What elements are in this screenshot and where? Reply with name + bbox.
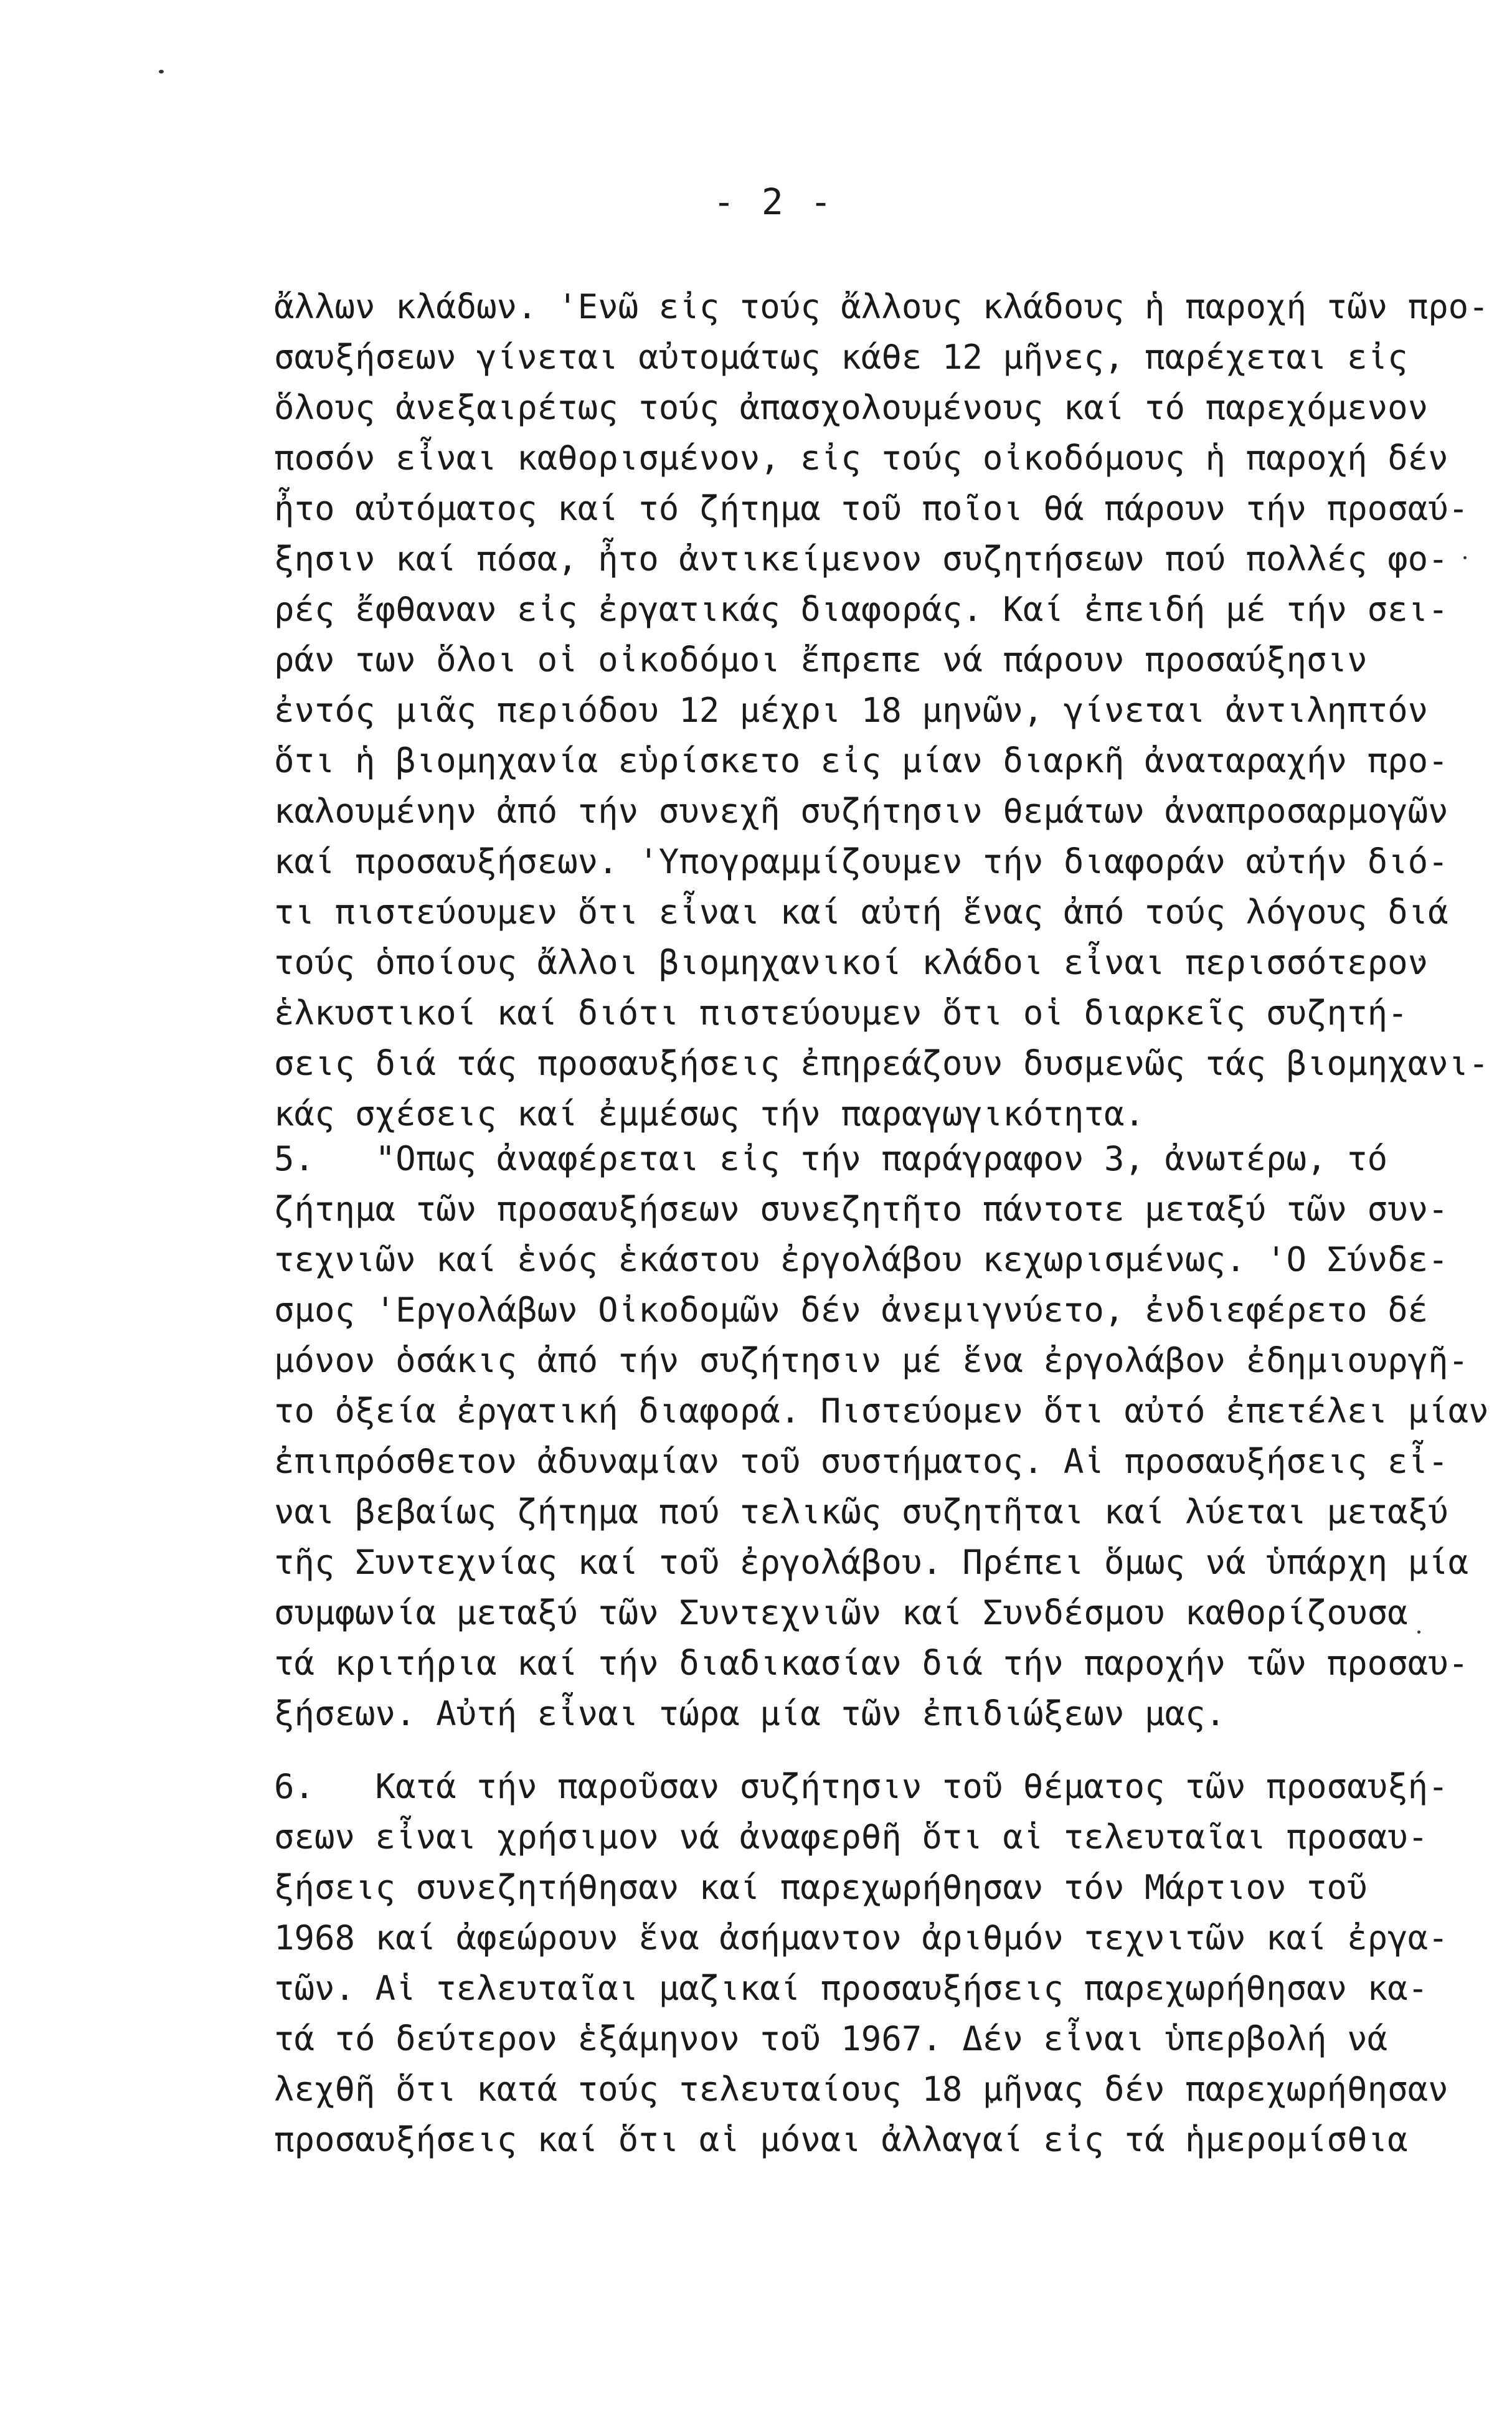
text-line: καλουμένην ἀπό τήν συνεχῆ συζήτησιν θεμάτων ἀναπροσαρμογῶν xyxy=(274,792,1448,831)
paragraph-6 xyxy=(274,1761,1448,2165)
text-line: τῆς Συντεχνίας καί τοῦ ἐργολάβου. Πρέπει ὅμως νά ὑπάρχη μία xyxy=(274,1543,1469,1582)
text-line: ποσόν εἶναι καθορισμένον, εἰς τούς οἰκοδόμους ἡ παροχή δέν xyxy=(274,438,1448,478)
text-line: τι πιστεύουμεν ὅτι εἶναι καί αὐτή ἕνας ἀπό τούς λόγους διά xyxy=(274,892,1448,932)
text-line: σμος 'Εργολάβων Οἰκοδομῶν δέν ἀνεμιγνύετο, ἐνδιεφέρετο δέ xyxy=(274,1290,1429,1330)
text-line: κάς σχέσεις καί ἐμμέσως τήν παραγωγικότητα. xyxy=(274,1094,1145,1134)
paragraph-5 xyxy=(274,1134,1489,1739)
text-line: ὅλους ἀνεξαιρέτως τούς ἀπασχολουμένους καί τό παρεχόμενον xyxy=(274,388,1429,427)
text-line: λεχθῆ ὅτι κατά τούς τελευταίους 18 μῆνας δέν παρεχωρήθησαν xyxy=(274,2070,1448,2109)
text-line: σεων εἶναι χρήσιμον νά ἀναφερθῆ ὅτι αἱ τελευταῖαι προσαυ- xyxy=(274,1817,1429,1857)
text-line: 1968 καί ἀφεώρουν ἕνα ἀσήμαντον ἀριθμόν τεχνιτῶν καί ἐργα- xyxy=(274,1918,1448,1957)
text-line: τῶν. Αἱ τελευταῖαι μαζικαί προσαυξήσεις παρεχωρήθησαν κα- xyxy=(274,1969,1429,2008)
paragraph-continuation xyxy=(274,282,1489,1139)
text-line: καί προσαυξήσεων. 'Υπογραμμίζουμεν τήν διαφοράν αὐτήν διό- xyxy=(274,842,1448,881)
text-line: ξησιν καί πόσα, ἦτο ἀντικείμενον συζητήσεων πού πολλές φο- xyxy=(274,539,1448,579)
text-line: ἑλκυστικοί καί διότι πιστεύουμεν ὅτι οἱ διαρκεῖς συζητή- xyxy=(274,993,1408,1033)
text-line: τά τό δεύτερον ἑξάμηνον τοῦ 1967. Δέν εἶναι ὑπερβολή νά xyxy=(274,2019,1388,2058)
text-line: σαυξήσεων γίνεται αὐτομάτως κάθε 12 μῆνες, παρέχεται εἰς xyxy=(274,338,1408,377)
text-line: συμφωνία μεταξύ τῶν Συντεχνιῶν καί Συνδέσμου καθορίζουσα xyxy=(274,1593,1408,1632)
text-line: ἄλλων κλάδων. 'Ενῶ εἰς τούς ἄλλους κλάδους ἡ παροχή τῶν προ- xyxy=(274,287,1489,326)
scan-speck xyxy=(1463,556,1467,559)
text-line: 6. Κατά τήν παροῦσαν συζήτησιν τοῦ θέματος τῶν προσαυξή- xyxy=(274,1767,1448,1806)
text-line: μόνον ὁσάκις ἀπό τήν συζήτησιν μέ ἕνα ἐργολάβον ἐδημιουργῆ- xyxy=(274,1341,1469,1380)
text-line: προσαυξήσεις καί ὅτι αἱ μόναι ἀλλαγαί εἰς τά ἡμερομίσθια xyxy=(274,2120,1408,2159)
text-line: ἐντός μιᾶς περιόδου 12 μέχρι 18 μηνῶν, γίνεται ἀντιληπτόν xyxy=(274,691,1429,730)
text-line: ράν των ὅλοι οἱ οἰκοδόμοι ἔπρεπε νά πάρουν προσαύξησιν xyxy=(274,640,1368,679)
text-line: ζήτημα τῶν προσαυξήσεων συνεζητῆτο πάντοτε μεταξύ τῶν συν- xyxy=(274,1190,1448,1229)
text-line: ξήσεις συνεζητήθησαν καί παρεχωρήθησαν τόν Μάρτιον τοῦ xyxy=(274,1868,1368,1907)
text-line: ναι βεβαίως ζήτημα πού τελικῶς συζητῆται καί λύεται μεταξύ xyxy=(274,1492,1448,1531)
text-line: ξήσεων. Αὐτή εἶναι τώρα μία τῶν ἐπιδιώξεων μας. xyxy=(274,1694,1226,1733)
text-line: 5. "Οπως ἀναφέρεται εἰς τήν παράγραφον 3, ἀνωτέρω, τό xyxy=(274,1139,1388,1178)
text-line: τούς ὁποίους ἄλλοι βιομηχανικοί κλάδοι εἶναι περισσότερον xyxy=(274,943,1429,982)
text-line: ἦτο αὐτόματος καί τό ζήτημα τοῦ ποῖοι θά πάρουν τήν προσαύ- xyxy=(274,489,1469,528)
text-line: ἐπιπρόσθετον ἀδυναμίαν τοῦ συστήματος. Αἱ προσαυξήσεις εἶ- xyxy=(274,1442,1448,1481)
text-line: ὅτι ἡ βιομηχανία εὑρίσκετο εἰς μίαν διαρκῆ ἀναταραχήν προ- xyxy=(274,741,1448,780)
page-number: - 2 - xyxy=(713,181,834,223)
text-line: σεις διά τάς προσαυξήσεις ἐπηρεάζουν δυσμενῶς τάς βιομηχανι- xyxy=(274,1044,1489,1083)
text-line: τεχνιῶν καί ἑνός ἑκάστου ἐργολάβου κεχωρισμένως. 'Ο Σύνδε- xyxy=(274,1240,1448,1279)
text-line: το ὀξεία ἐργατική διαφορά. Πιστεύομεν ὅτι αὐτό ἐπετέλει μίαν xyxy=(274,1391,1489,1431)
text-line: ρές ἔφθαναν εἰς ἐργατικάς διαφοράς. Καί ἐπειδή μέ τήν σει- xyxy=(274,590,1448,629)
text-line: τά κριτήρια καί τήν διαδικασίαν διά τήν παροχήν τῶν προσαυ- xyxy=(274,1644,1469,1683)
scan-speck xyxy=(159,70,164,73)
